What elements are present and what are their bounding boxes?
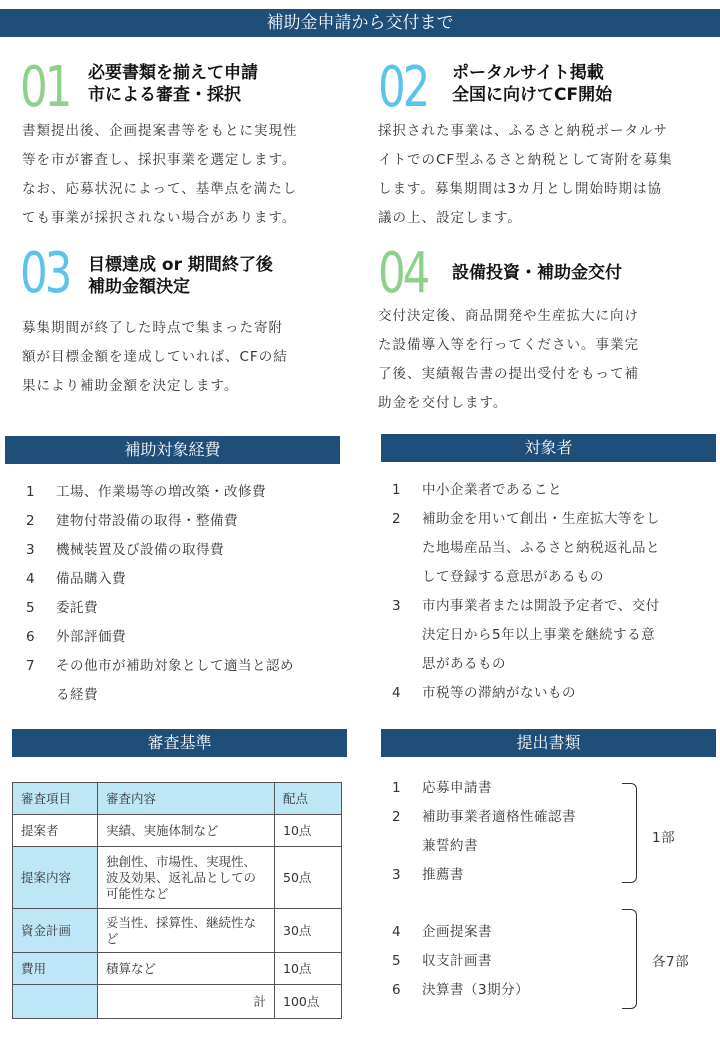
list-item [26,594,336,623]
item-text: た地場産品当、ふるさと納税返礼品と [422,540,660,556]
page-title-bar [0,9,720,37]
page-title: 補助金申請から交付まで [266,13,454,33]
item-number: 2 [392,809,402,825]
table-total-row [13,985,342,1019]
criteria-points: 10点 [275,953,342,985]
bracket-group-1 [622,783,637,883]
item-text: 企画提案書 [422,924,492,940]
item-number: 4 [392,924,402,940]
item-text: 決定日から5年以上事業を継続する意 [422,627,656,643]
expenses-list [26,478,336,710]
item-text: 備品購入費 [56,571,126,587]
step-title-line: 設備投資・補助金交付 [452,263,622,283]
criteria-content: 独創性、市場性、実現性、波及効果、返礼品としての可能性など [98,847,275,909]
criteria-content: 妥当性、採算性、継続性など [98,909,275,953]
item-text: 工場、作業場等の増改築・改修費 [56,484,266,500]
documents-header [381,729,716,757]
item-number: 1 [392,482,402,498]
empty-cell [13,985,98,1019]
step-body-line: 交付決定後、商品開発や生産拡大に向け [378,308,639,324]
documents-title: 提出書類 [516,733,581,752]
copies-group-1: 1部 [652,830,676,846]
item-number: 5 [26,600,36,616]
step-title-line: 全国に向けてCF開始 [452,85,613,105]
item-text: る経費 [56,687,98,703]
list-item [26,565,336,594]
item-text: 委託費 [56,600,98,616]
list-item [392,774,632,803]
step-body-line: 等を市が審査し、採択事業を選定します。 [22,152,297,168]
list-item [392,476,712,505]
table-row [13,815,342,847]
item-number: 4 [26,571,36,587]
item-number: 5 [392,953,402,969]
step-body-line: 了後、実績報告書の提出受付をもって補 [378,366,639,382]
table-row [13,847,342,909]
list-item [26,478,336,507]
step-title-line: ポータルサイト掲載 [452,63,604,83]
bracket-group-2 [622,909,637,1009]
step-body-line: 書類提出後、企画提案書等をもとに実現性 [22,123,298,139]
step-title-line: 補助金額決定 [88,277,190,297]
item-text: 市内事業者または開設予定者で、交付 [422,598,660,614]
step-title-01 [88,62,258,106]
list-item [392,679,712,708]
criteria-content: 積算など [98,953,275,985]
step-body-line: 果により補助金額を決定します。 [22,378,239,394]
item-text: 外部評価費 [56,629,126,645]
step-body-04 [378,302,639,418]
item-number: 3 [26,542,36,558]
criteria-item: 提案者 [13,815,98,847]
list-item [26,507,336,536]
eligible-header [381,434,716,462]
list-item [392,592,712,679]
item-number: 7 [26,658,36,674]
step-body-01 [22,117,298,233]
item-number: 4 [392,685,402,701]
column-header: 審査項目 [13,783,98,815]
documents-group-2 [392,918,632,1005]
criteria-title: 審査基準 [147,733,212,752]
item-text: 決算書（3期分） [422,982,530,998]
item-number: 1 [26,484,36,500]
item-number: 2 [392,511,402,527]
eligible-list [392,476,712,708]
list-item [26,623,336,652]
item-text: 補助金を用いて創出・生産拡大等をし [422,511,660,527]
item-text: 建物付帯設備の取得・整備費 [56,513,238,529]
item-text: 市税等の滞納がないもの [422,685,576,701]
step-title-04 [452,262,622,284]
item-number: 3 [392,867,402,883]
item-text: 補助事業者適格性確認書 [422,809,576,825]
step-body-line: 額が目標金額を達成していれば、CFの結 [22,349,288,365]
step-body-line: なお、応募状況によって、基準点を満たし [22,181,298,197]
item-text: して登録する意思があるもの [422,569,604,585]
step-body-line: 採択された事業は、ふるさと納税ポータルサ [378,123,668,139]
item-text: 推薦書 [422,867,464,883]
expenses-title: 補助対象経費 [124,440,221,459]
column-header: 配点 [275,783,342,815]
criteria-points: 30点 [275,909,342,953]
list-item [392,947,632,976]
criteria-item: 資金計画 [13,909,98,953]
table-row [13,953,342,985]
step-number-03: 03 [20,241,70,306]
step-body-line: 助金を交付します。 [378,395,508,411]
item-text: その他市が補助対象として適当と認め [56,658,294,674]
criteria-points: 50点 [275,847,342,909]
step-body-line: ても事業が採択されない場合があります。 [22,210,297,226]
step-number-04: 04 [378,241,428,306]
list-item [392,976,632,1005]
step-body-line: 募集期間が終了した時点で集まった寄附 [22,320,283,336]
list-item [26,536,336,565]
step-title-line: 市による審査・採択 [88,85,241,105]
step-body-03 [22,314,288,401]
criteria-table [12,782,342,1019]
criteria-item: 提案内容 [13,847,98,909]
item-number: 6 [26,629,36,645]
list-item [392,803,632,861]
item-text: 兼誓約書 [422,838,478,854]
item-text: 応募申請書 [422,780,492,796]
column-header: 審査内容 [98,783,275,815]
criteria-points: 10点 [275,815,342,847]
table-header-row [13,783,342,815]
step-title-line: 目標達成 or 期間終了後 [88,255,273,275]
expenses-header [5,436,340,464]
step-title-02 [452,62,612,106]
item-number: 1 [392,780,402,796]
step-number-02: 02 [378,55,428,120]
list-item [26,652,336,710]
item-number: 6 [392,982,402,998]
step-body-line: します。募集期間は3カ月とし開始時期は協 [378,181,663,197]
criteria-header [12,729,347,757]
total-label: 計 [98,985,275,1019]
step-title-03 [88,254,273,298]
criteria-content: 実績、実施体制など [98,815,275,847]
criteria-item: 費用 [13,953,98,985]
item-text: 収支計画書 [422,953,492,969]
list-item [392,505,712,592]
documents-group-1 [392,774,632,890]
total-points: 100点 [275,985,342,1019]
step-body-line: た設備導入等を行ってください。事業完 [378,337,639,353]
item-number: 3 [392,598,402,614]
item-text: 中小企業者であること [422,482,562,498]
step-body-02 [378,117,673,233]
item-number: 2 [26,513,36,529]
table-row [13,909,342,953]
item-text: 機械装置及び設備の取得費 [56,542,224,558]
step-number-01: 01 [20,55,70,120]
list-item [392,861,632,890]
item-text: 思があるもの [422,656,506,672]
list-item [392,918,632,947]
eligible-title: 対象者 [524,438,573,457]
step-body-line: イトでのCF型ふるさと納税として寄附を募集 [378,152,673,168]
copies-group-2: 各7部 [652,954,690,970]
step-body-line: 議の上、設定します。 [378,210,522,226]
step-title-line: 必要書類を揃えて申請 [88,63,258,83]
